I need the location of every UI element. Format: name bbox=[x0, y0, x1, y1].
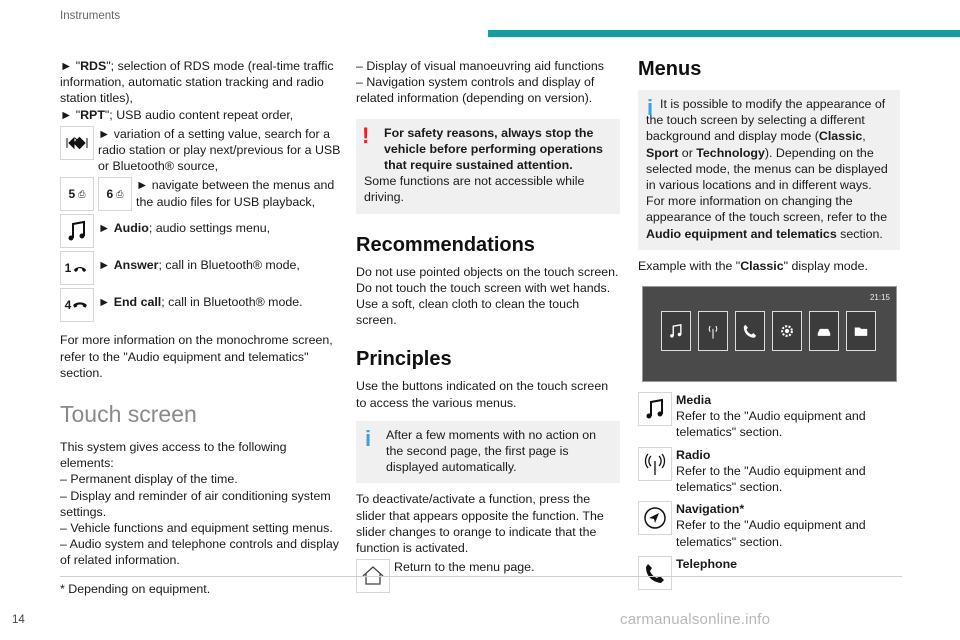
footnote-divider bbox=[60, 576, 902, 577]
menu-item-radio bbox=[638, 447, 900, 496]
radio-antenna-icon bbox=[638, 447, 672, 481]
screen-radio-antenna-icon bbox=[698, 311, 728, 351]
info-text: After a few moments with no action on the second page, the first page is displayed automatically. bbox=[386, 427, 597, 475]
screen-clock: 21:15 bbox=[869, 293, 890, 303]
principles-heading: Principles bbox=[356, 348, 452, 371]
seek-text: ► variation of a setting value, search for a radio station or play next/previous for a USB or Bluetooth® source, bbox=[98, 126, 341, 174]
touch-screen-illustration bbox=[642, 286, 897, 382]
nav-56-row bbox=[60, 177, 342, 211]
menu-item-media bbox=[638, 392, 900, 441]
recommendations-text: Do not use pointed objects on the touch screen. Do not touch the touch screen with wet hands. Use a soft, clean cloth to clean the touch screen. bbox=[356, 264, 619, 328]
column-1 bbox=[60, 58, 342, 569]
menus-heading: Menus bbox=[638, 58, 702, 80]
watermark: carmanualsonline.info bbox=[620, 611, 771, 628]
running-header: Instruments bbox=[60, 10, 121, 22]
display-item: – Display of visual manoeuvring aid functions bbox=[356, 59, 604, 73]
touch-item: – Audio system and telephone controls and display of related information. bbox=[60, 537, 339, 568]
nav-56-text: ► navigate between the menus and the audio files for USB playback, bbox=[136, 178, 335, 209]
screen-music-note-icon bbox=[661, 311, 691, 351]
column-3 bbox=[638, 58, 900, 590]
column-2 bbox=[356, 58, 620, 593]
principles-text: Use the buttons indicated on the touch screen to access the various menus. bbox=[356, 379, 609, 410]
menu-item-title: Telephone bbox=[676, 556, 738, 571]
answer-text: ► Answer; call in Bluetooth® mode, bbox=[98, 258, 300, 273]
info-box bbox=[356, 421, 620, 484]
button-5-icon: 5 ⎙ bbox=[60, 177, 94, 211]
touch-item: – Permanent display of the time. bbox=[60, 472, 238, 487]
navigation-icon bbox=[638, 501, 672, 535]
home-text: Return to the menu page. bbox=[394, 560, 535, 575]
touch-screen-heading: Touch screen bbox=[60, 401, 197, 428]
screen-gear-icon bbox=[772, 311, 802, 351]
answer-call-icon: 1 bbox=[60, 251, 94, 285]
music-note-icon bbox=[60, 214, 94, 248]
audio-text: ► Audio; audio settings menu, bbox=[98, 221, 271, 236]
menu-item-navigation bbox=[638, 501, 900, 550]
page-number: 14 bbox=[12, 614, 25, 626]
info-icon: i bbox=[647, 95, 654, 120]
menu-item-title: Media bbox=[676, 393, 712, 408]
touch-item: – Vehicle functions and equipment setting menus. bbox=[60, 521, 333, 536]
menu-item-title: Radio bbox=[676, 447, 711, 462]
endcall-row bbox=[60, 288, 342, 322]
menu-item-title: Navigation* bbox=[676, 502, 745, 517]
audio-row bbox=[60, 214, 342, 248]
screen-folder-icon bbox=[846, 311, 876, 351]
music-note-icon bbox=[638, 392, 672, 426]
rpt-paragraph: ► "RPT"; USB audio content repeat order, bbox=[60, 107, 294, 122]
menu-item-text: Refer to the "Audio equipment and telematics" section. bbox=[676, 518, 866, 549]
screen-car-icon bbox=[809, 311, 839, 351]
warning-exclamation-icon: ! bbox=[362, 122, 370, 148]
header-accent-bar bbox=[488, 30, 960, 37]
example-text: Example with the "Classic" display mode. bbox=[638, 258, 868, 273]
warning-bold-text: For safety reasons, always stop the vehicle before performing operations that require sustained attention. bbox=[384, 125, 603, 173]
screen-telephone-icon bbox=[735, 311, 765, 351]
seek-buttons-icon bbox=[60, 126, 94, 160]
button-6-icon: 6 ⎙ bbox=[98, 177, 132, 211]
slider-text: To deactivate/activate a function, press the slider that appears opposite the function. The slider changes to orange to indicate that the function is activated. bbox=[356, 492, 604, 556]
answer-row bbox=[60, 251, 342, 285]
recommendations-heading: Recommendations bbox=[356, 233, 535, 256]
appearance-info-text: It is possible to modify the appearance of the touch screen by selecting a different background and display mode (Classic, Sport or Technology). Depending on the selected mode, the menus can be displayed in various locations and in different ways. For more information on changing the appearance of the touch screen, refer to the Audio equipment and telematics section. bbox=[646, 97, 888, 241]
safety-warning-box bbox=[356, 119, 620, 214]
touch-item: – Display and reminder of air conditioning system settings. bbox=[60, 488, 331, 519]
display-item: – Navigation system controls and display of related information (depending on version). bbox=[356, 75, 595, 106]
footnote: * Depending on equipment. bbox=[60, 582, 211, 596]
endcall-text: ► End call; call in Bluetooth® mode. bbox=[98, 295, 303, 310]
appearance-info-box bbox=[638, 90, 900, 250]
telephone-icon bbox=[638, 556, 672, 590]
more-info-text: For more information on the monochrome screen, refer to the "Audio equipment and telematics" section. bbox=[60, 333, 333, 380]
end-call-icon: 4 bbox=[60, 288, 94, 322]
rds-paragraph: ► "RDS"; selection of RDS mode (real-time traffic information, automatic station tracking and radio station titles), bbox=[60, 59, 334, 106]
touch-intro: This system gives access to the following elements: bbox=[60, 440, 287, 471]
seek-row bbox=[60, 126, 342, 175]
warning-text: Some functions are not accessible while driving. bbox=[364, 174, 585, 205]
info-icon: i bbox=[365, 425, 372, 451]
menu-item-text: Refer to the "Audio equipment and telematics" section. bbox=[676, 463, 866, 495]
menu-item-telephone bbox=[638, 556, 900, 590]
menu-item-text: Refer to the "Audio equipment and telematics" section. bbox=[676, 409, 866, 440]
